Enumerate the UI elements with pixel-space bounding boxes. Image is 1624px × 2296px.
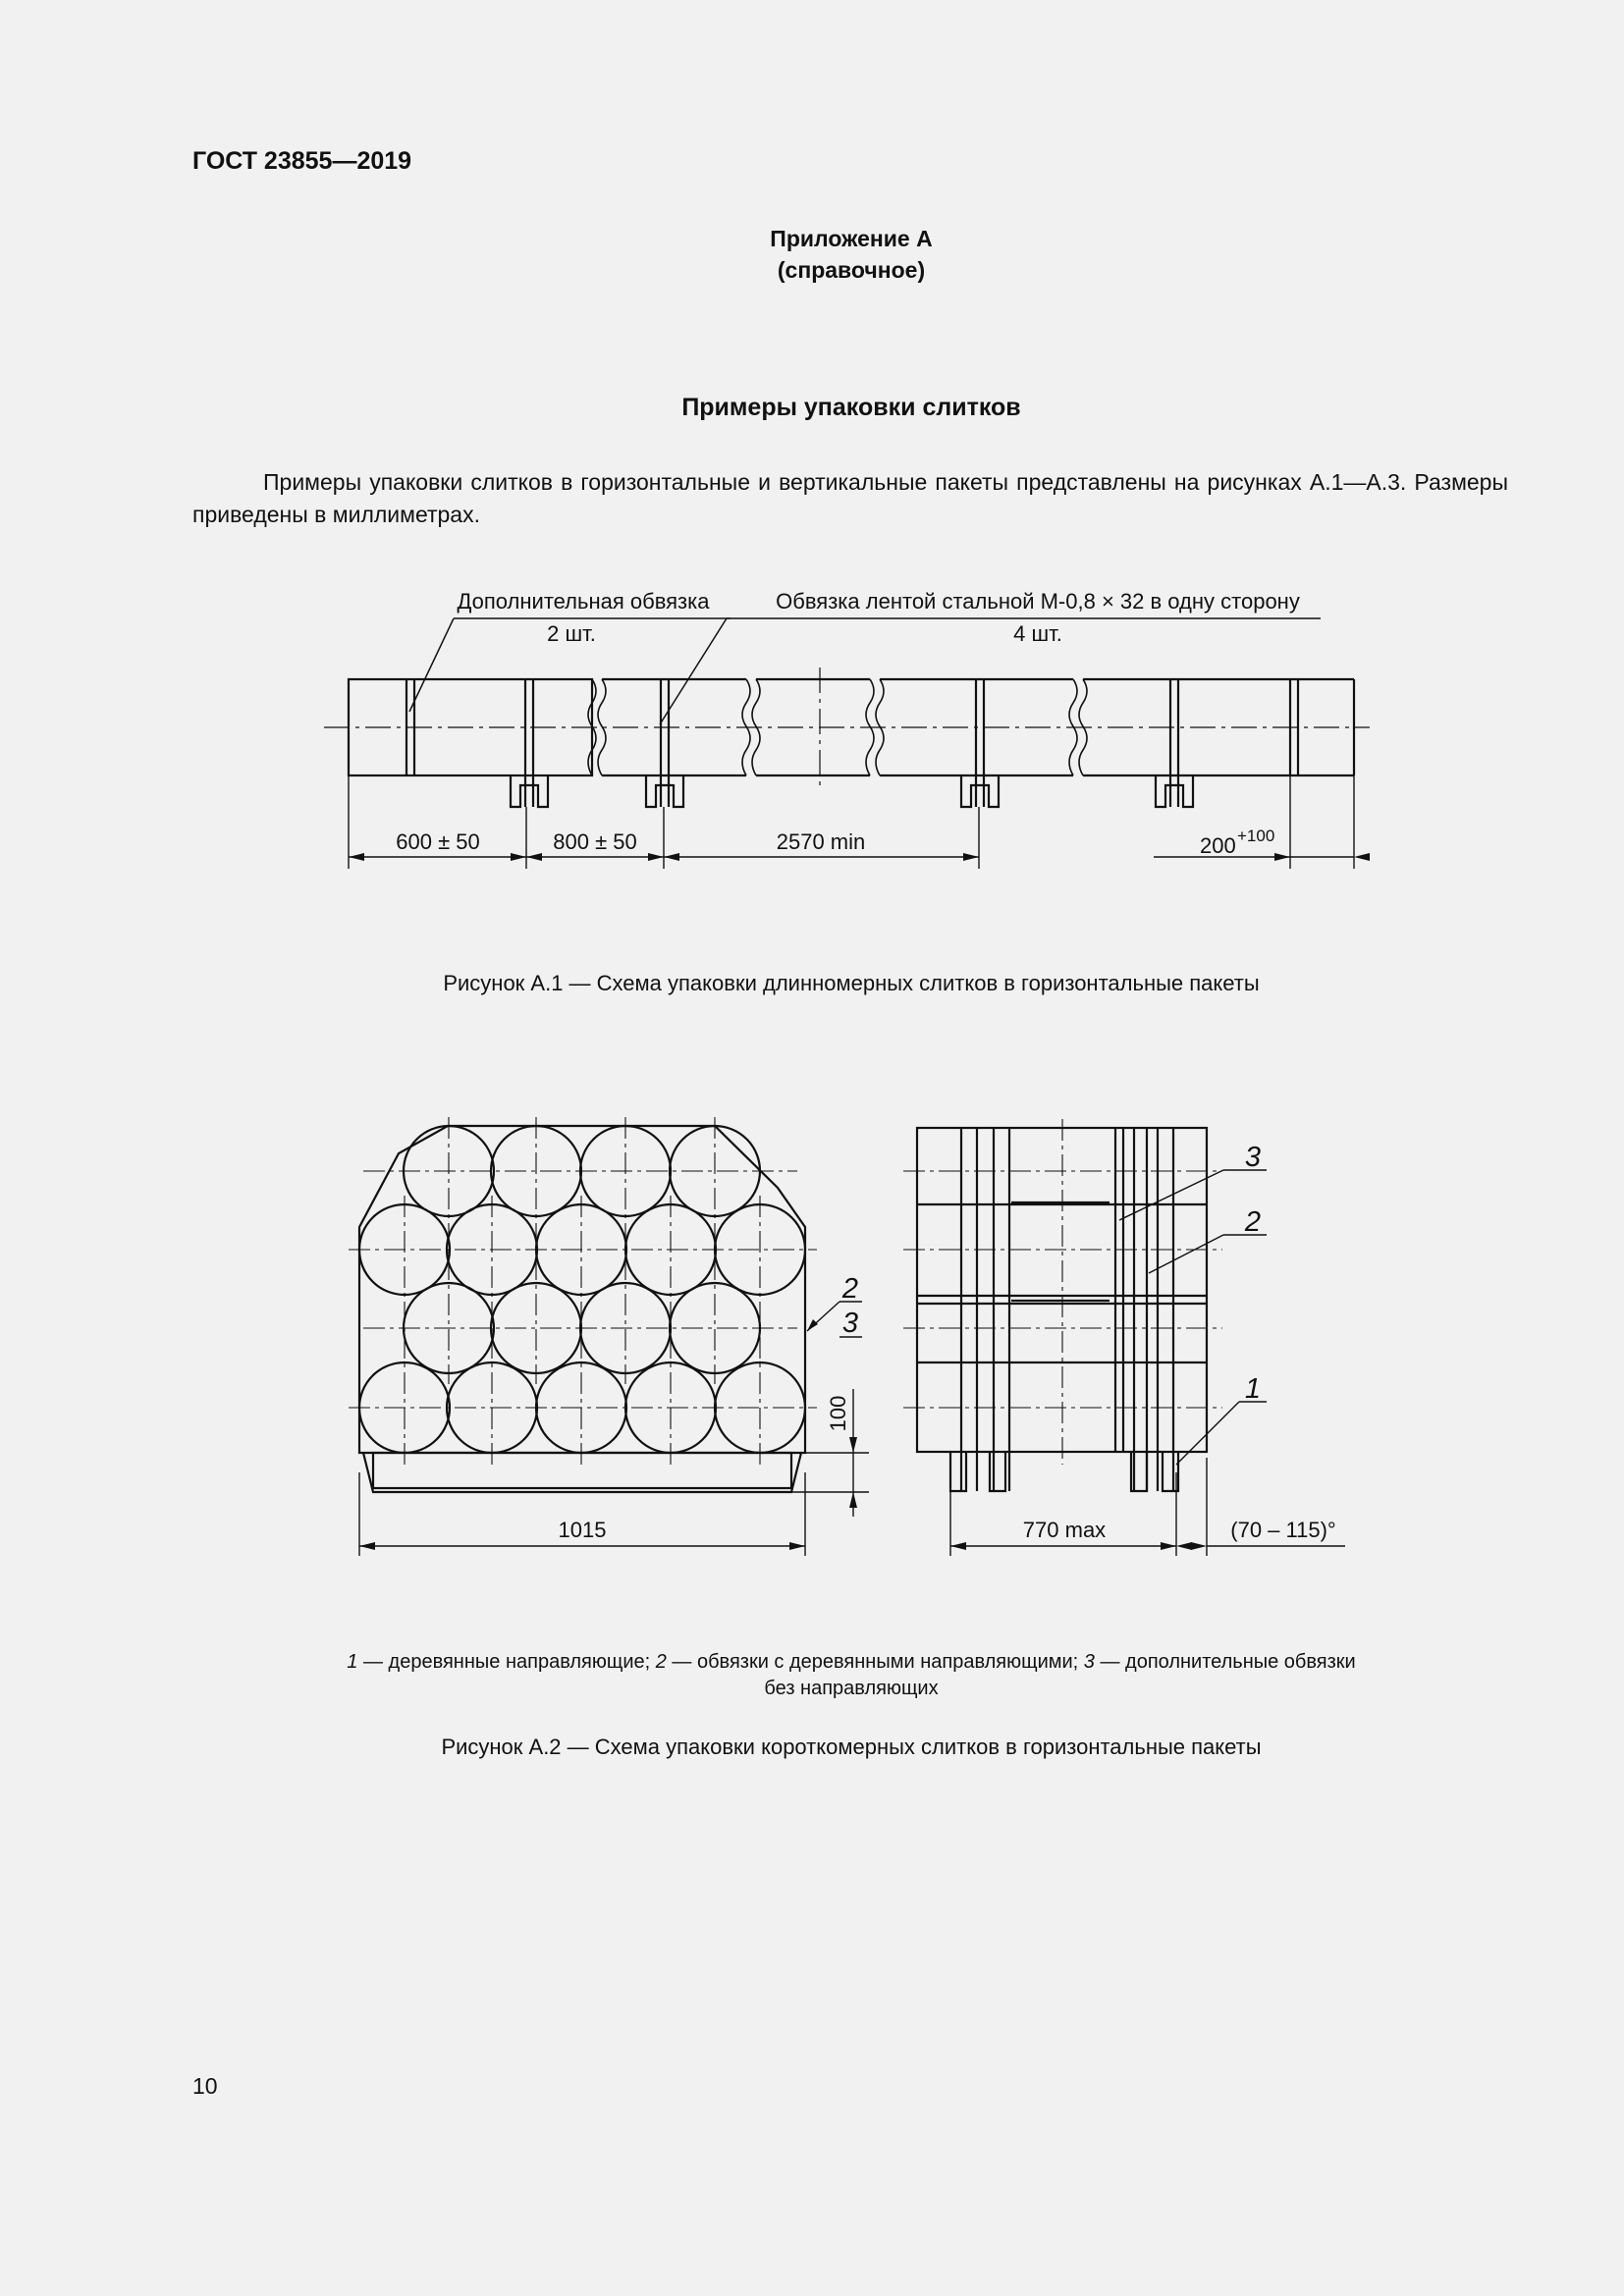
callout-1-right: 1 xyxy=(1244,1373,1262,1405)
dim-800: 800 ± 50 xyxy=(553,829,637,854)
figure-2-legend xyxy=(0,1649,1624,1702)
figure-2-drawing xyxy=(0,1099,1624,1580)
label-steel-strap: Обвязка лентой стальной М-0,8 × 32 в одну сторону xyxy=(776,589,1300,614)
legend-number-3: 3 xyxy=(1083,1651,1095,1673)
figure-2-caption: Рисунок А.2 — Схема упаковки короткомерных слитков в горизонтальные пакеты xyxy=(441,1735,1262,1759)
dim-1015: 1015 xyxy=(558,1518,607,1542)
callout-3-right: 3 xyxy=(1244,1142,1262,1173)
figure-1-caption: Рисунок А.1 — Схема упаковки длинномерных слитков в горизонтальные пакеты xyxy=(443,971,1260,995)
callout-3-left: 3 xyxy=(841,1308,859,1339)
legend-number-1: 1 xyxy=(347,1651,358,1673)
figure-1-drawing xyxy=(0,569,1624,893)
dim-200: 200 xyxy=(1200,833,1236,858)
dim-770-max: 770 max xyxy=(1022,1518,1107,1542)
page-number: 10 xyxy=(192,2073,218,2099)
section-heading: Примеры упаковки слитков xyxy=(681,394,1021,421)
label-extra-strap: Дополнительная обвязка xyxy=(457,589,710,614)
dim-200-tolerance: +100 xyxy=(1237,827,1275,845)
intro-paragraph: Примеры упаковки слитков в горизонтальные и вертикальные пакеты представлены на рисунках А.1—А.3. Размеры приведены в миллиметрах. xyxy=(192,469,1508,527)
annex-title: Приложение А xyxy=(770,226,933,251)
label-steel-strap-count: 4 шт. xyxy=(1013,621,1062,646)
callout-2-left: 2 xyxy=(841,1273,859,1305)
dim-2570: 2570 min xyxy=(776,829,866,854)
legend-line-2: без направляющих xyxy=(764,1678,939,1699)
legend-text-3: — дополнительные обвязки xyxy=(1094,1651,1356,1673)
label-extra-strap-count: 2 шт. xyxy=(547,621,596,646)
legend-number-2: 2 xyxy=(655,1651,667,1673)
legend-text-1: — деревянные направляющие; xyxy=(357,1651,656,1673)
dim-100: 100 xyxy=(826,1395,850,1432)
callout-2-right: 2 xyxy=(1244,1206,1262,1238)
document-id: ГОСТ 23855—2019 xyxy=(192,147,412,175)
annex-subtitle: (справочное) xyxy=(777,257,926,283)
dim-600: 600 ± 50 xyxy=(396,829,480,854)
dim-angle: (70 – 115)° xyxy=(1230,1518,1336,1542)
legend-text-2: — обвязки с деревянными направляющими; xyxy=(666,1651,1084,1673)
